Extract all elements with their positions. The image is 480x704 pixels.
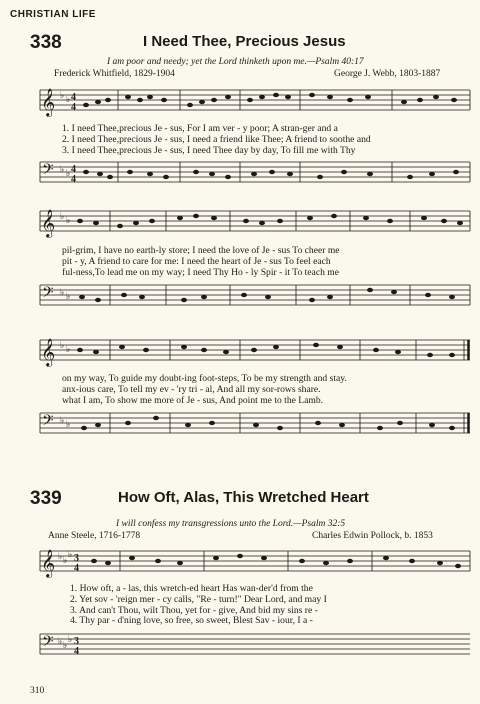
svg-text:♭: ♭ [68, 549, 73, 559]
lyric-line: pil-grim, I have no earth-ly store; I need the love of Je - sus To cheer me [62, 245, 340, 256]
scripture-reference: I will confess my transgressions unto the Lord.—Psalm 32:5 [116, 519, 346, 529]
music-staff-treble [0, 84, 480, 124]
svg-text:♭: ♭ [63, 555, 68, 565]
svg-text:𝄞: 𝄞 [41, 211, 56, 237]
hymn-lyrics [70, 584, 327, 627]
words-credit: Anne Steele, 1716-1778 [48, 531, 141, 541]
svg-text:♭: ♭ [60, 287, 65, 297]
lyric-line: 1. I need Thee,precious Je - sus, For I am ver - y poor; A stran-ger and a [62, 123, 338, 134]
svg-text:♭: ♭ [60, 340, 65, 350]
svg-text:♭: ♭ [60, 211, 65, 221]
music-staff-bass [0, 279, 480, 319]
svg-text:𝄢: 𝄢 [42, 284, 54, 304]
hymn-number: 338 [30, 32, 62, 53]
page-number: 310 [30, 686, 45, 696]
svg-text:♭: ♭ [60, 90, 65, 100]
music-staff-bass [0, 628, 480, 668]
scripture-reference: I am poor and needy; yet the Lord thinketh upon me.—Psalm 40:17 [107, 57, 364, 67]
music-staff-treble [0, 205, 480, 245]
lyric-line: 2. I need Thee,precious Je - sus, I need a friend like Thee; A friend to soothe and [62, 133, 371, 145]
svg-text:𝄞: 𝄞 [41, 551, 56, 577]
svg-text:𝄢: 𝄢 [42, 161, 54, 181]
lyric-line: 3. I need Thee,precious Je - sus, I need Thee day by day, To fill me with Thy [62, 144, 356, 156]
svg-text:♭: ♭ [63, 640, 68, 650]
svg-text:4: 4 [74, 563, 79, 574]
svg-text:♭: ♭ [60, 415, 65, 425]
svg-text:♭: ♭ [58, 636, 63, 646]
lyric-line: 3. And can't Thou, wilt Thou, yet for - give, And bid my sins re - [70, 604, 318, 616]
svg-text:♭: ♭ [68, 634, 73, 644]
music-credit: George J. Webb, 1803-1887 [334, 69, 441, 79]
music-staff-bass [0, 156, 480, 196]
music-staff-bass [0, 407, 480, 447]
svg-text:♭: ♭ [58, 551, 63, 561]
svg-text:♭: ♭ [60, 164, 65, 174]
section-label: CHRISTIAN LIFE [10, 9, 96, 20]
svg-text:4: 4 [71, 102, 76, 113]
music-credit: Charles Edwin Pollock, b. 1853 [312, 531, 433, 541]
svg-text:♭: ♭ [66, 215, 71, 225]
svg-text:4: 4 [71, 174, 76, 185]
svg-text:4: 4 [71, 92, 76, 103]
hymn-title: I Need Thee, Precious Jesus [143, 33, 346, 50]
lyric-line: anx-ious care, To tell my ev - 'ry tri - al, And all my sor-rows share. [62, 383, 321, 395]
hymn-lyrics [62, 246, 340, 278]
svg-text:𝄞: 𝄞 [41, 340, 56, 366]
svg-text:♭: ♭ [66, 419, 71, 429]
svg-text:𝄞: 𝄞 [41, 90, 56, 116]
lyric-line: 2. Yet sov - 'reign mer - cy calls, "Re - turn!" Dear Lord, and may I [70, 593, 327, 605]
svg-text:𝄢: 𝄢 [42, 412, 54, 432]
svg-text:♭: ♭ [66, 168, 71, 178]
svg-text:♭: ♭ [66, 291, 71, 301]
svg-text:3: 3 [74, 636, 79, 647]
hymn-title: How Oft, Alas, This Wretched Heart [118, 489, 369, 506]
svg-text:♭: ♭ [66, 94, 71, 104]
lyric-line: on my way, To guide my doubt-ing foot-steps, To be my strength and stay. [62, 373, 347, 384]
lyric-line: pit - y, A friend to care for me: I need the heart of Je - sus To feel each [62, 255, 331, 267]
svg-text:4: 4 [74, 646, 79, 657]
music-staff-treble [0, 334, 480, 374]
lyric-line: 1. How oft, a - las, this wretch-ed heart Has wan-der'd from the [70, 583, 313, 594]
hymn-lyrics [62, 374, 347, 406]
svg-text:𝄢: 𝄢 [42, 633, 54, 653]
music-staff-treble [0, 545, 480, 585]
lyric-line: 4. Thy par - d'ning love, so free, so sweet, Blest Sav - iour, I a - [70, 615, 313, 627]
svg-text:♭: ♭ [66, 344, 71, 354]
words-credit: Frederick Whitfield, 1829-1904 [54, 69, 175, 79]
lyric-line: what I am, To show me more of Je - sus, And point me to the Lamb. [62, 394, 324, 406]
hymn-lyrics [62, 124, 371, 156]
lyric-line: ful-ness,To lead me on my way; I need Thy Ho - ly Spir - it To teach me [62, 266, 339, 278]
svg-text:3: 3 [74, 553, 79, 564]
svg-text:4: 4 [71, 164, 76, 175]
hymn-number: 339 [30, 488, 62, 509]
